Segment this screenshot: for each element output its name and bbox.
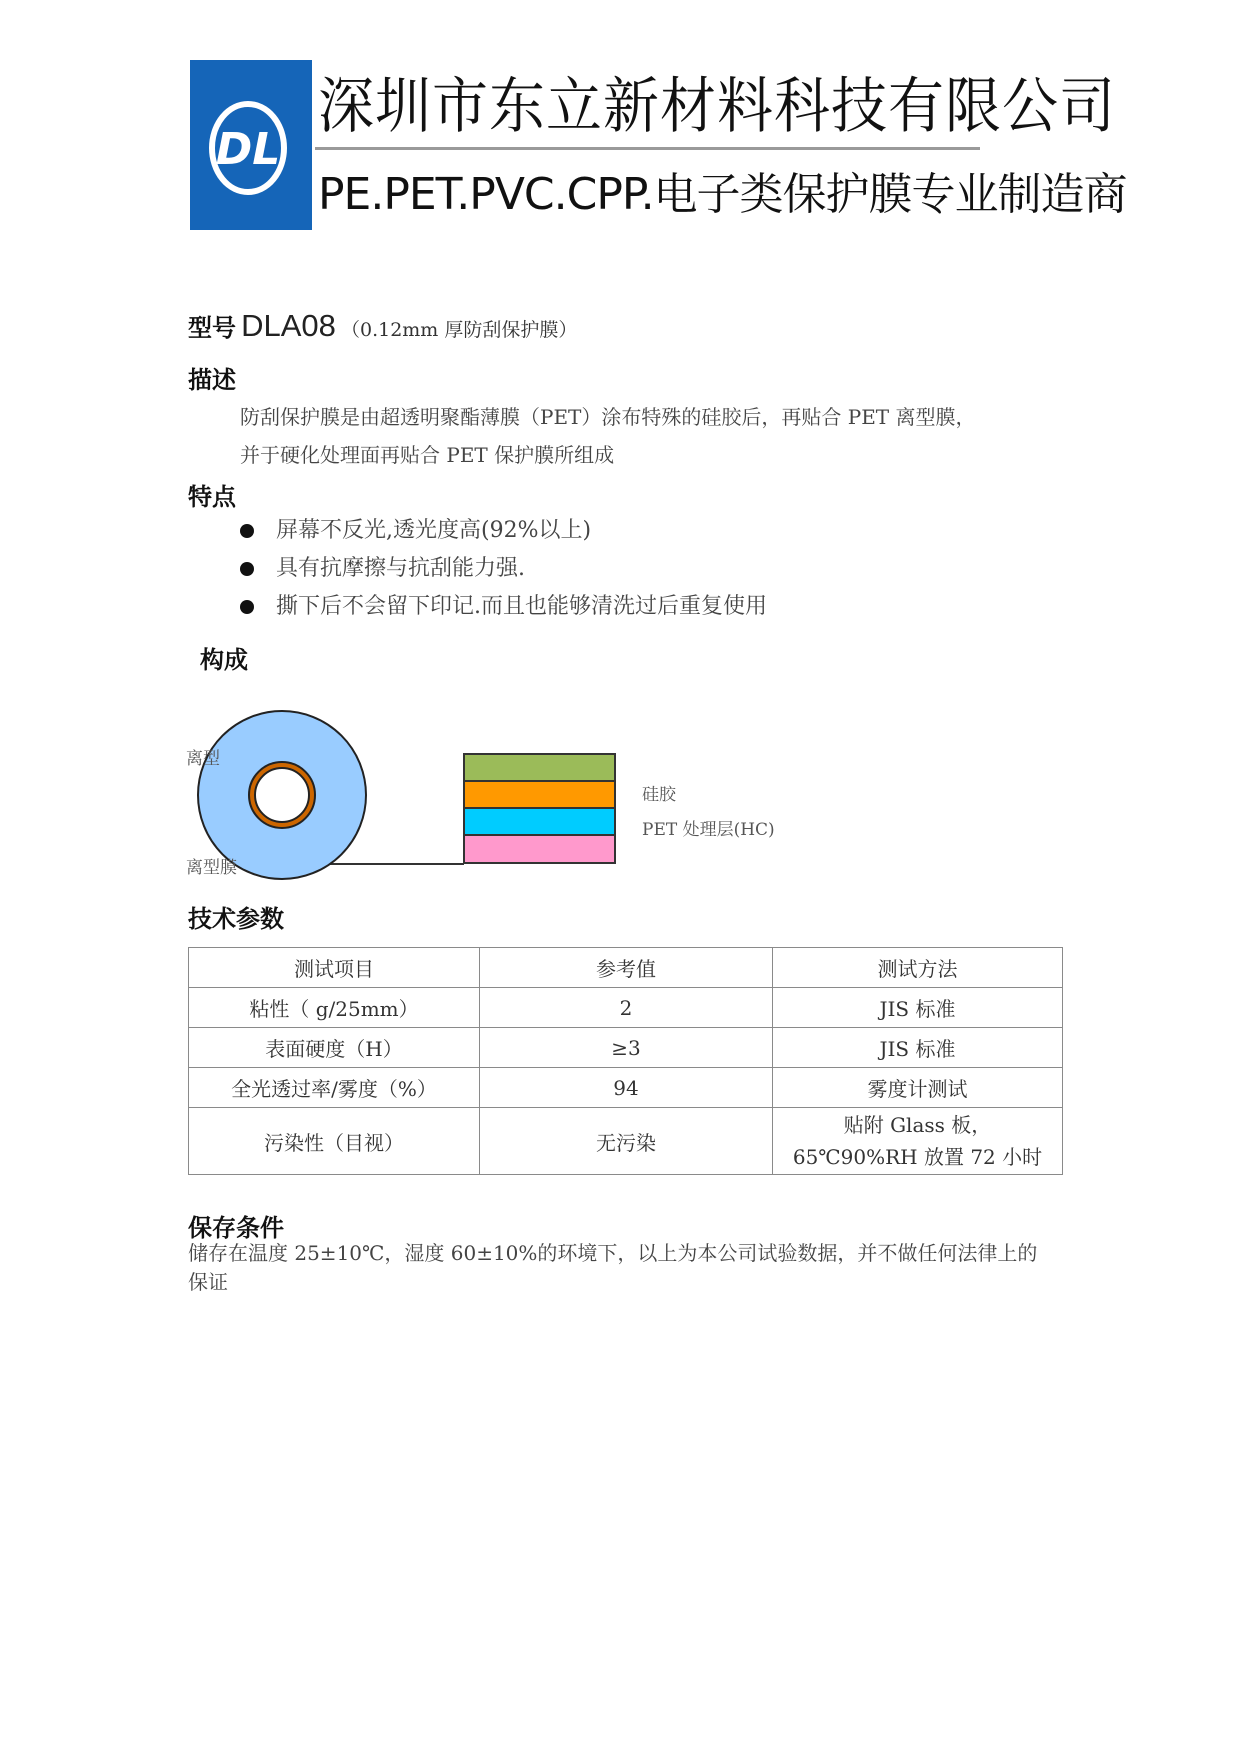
table-header-cell: 测试方法: [773, 948, 1063, 988]
model-label: 型号: [188, 314, 236, 342]
bullet-icon: [240, 562, 254, 576]
roll-label-bottom: 离型膜: [186, 858, 237, 878]
table-cell-method: JIS 标准: [773, 1028, 1063, 1068]
features-list: [240, 512, 767, 626]
feature-item: [240, 550, 767, 588]
description-line: 防刮保护膜是由超透明聚酯薄膜（PET）涂布特殊的硅胶后，再贴合 PET 离型膜，: [240, 405, 976, 429]
model-code: DLA08: [241, 308, 336, 343]
table-cell-value: ≥3: [480, 1028, 773, 1068]
company-tagline: PE.PET.PVC.CPP.电子类保护膜专业制造商: [318, 169, 1127, 220]
model-line: [188, 308, 577, 344]
table-cell-item: 粘性（ g/25mm）: [189, 988, 480, 1028]
layer-label-pet-hc: PET 处理层(HC): [642, 820, 775, 840]
table-cell-item: 全光透过率/雾度（%）: [189, 1068, 480, 1108]
layer-bottom: [464, 835, 615, 863]
specs-heading: 技术参数: [188, 905, 284, 933]
company-header: [190, 60, 1127, 232]
method-line: 贴附 Glass 板，: [843, 1113, 992, 1137]
composition-heading: 构成: [200, 646, 248, 674]
header-divider: [315, 147, 980, 150]
table-header-row: [189, 948, 1063, 988]
storage-heading: 保存条件: [188, 1214, 284, 1242]
feature-text: 撕下后不会留下印记.而且也能够清洗过后重复使用: [276, 594, 767, 619]
table-cell-method: [773, 1108, 1063, 1175]
table-cell-method: JIS 标准: [773, 988, 1063, 1028]
table-cell-value: 94: [480, 1068, 773, 1108]
bullet-icon: [240, 524, 254, 538]
table-header-cell: 参考值: [480, 948, 773, 988]
feature-text: 具有抗摩擦与抗刮能力强.: [276, 556, 525, 581]
composition-diagram: [186, 716, 775, 880]
table-cell-item: 污染性（目视）: [189, 1108, 480, 1175]
description-line: 并于硬化处理面再贴合 PET 保护膜所组成: [240, 443, 615, 467]
feature-text: 屏幕不反光,透光度高(92%以上): [276, 518, 592, 543]
table-cell-value: 无污染: [480, 1108, 773, 1175]
specs-table: [188, 947, 1063, 1175]
table-row: [189, 1028, 1063, 1068]
method-line: 65℃90%RH 放置 72 小时: [792, 1145, 1043, 1169]
table-cell-method: 雾度计测试: [773, 1068, 1063, 1108]
table-cell-value: 2: [480, 988, 773, 1028]
company-logo: [190, 60, 312, 230]
composition-svg: [186, 716, 626, 876]
dl-logo-icon: [190, 60, 312, 230]
features-heading: 特点: [188, 483, 236, 511]
table-row: [189, 1108, 1063, 1175]
description-text: [240, 398, 1040, 474]
table-cell-item: 表面硬度（H）: [189, 1028, 480, 1068]
roll-label-top: 离型: [186, 749, 220, 769]
layer-silicone-top: [464, 754, 615, 781]
bullet-icon: [240, 600, 254, 614]
feature-item: [240, 588, 767, 626]
model-note: （0.12mm 厚防刮保护膜）: [340, 319, 578, 341]
table-row: [189, 988, 1063, 1028]
layer-pet-hc: [464, 808, 615, 835]
feature-item: [240, 512, 767, 550]
layer-silicone: [464, 781, 615, 808]
description-heading: 描述: [188, 366, 236, 394]
layer-label-silicone: 硅胶: [642, 785, 676, 805]
svg-text:DL: DL: [215, 124, 281, 175]
table-header-cell: 测试项目: [189, 948, 480, 988]
storage-text: 储存在温度 25±10℃，湿度 60±10%的环境下，以上为本公司试验数据，并不做任何法律上的保证: [188, 1241, 1038, 1294]
table-row: [189, 1068, 1063, 1108]
company-name: 深圳市东立新材料科技有限公司: [318, 71, 1116, 142]
